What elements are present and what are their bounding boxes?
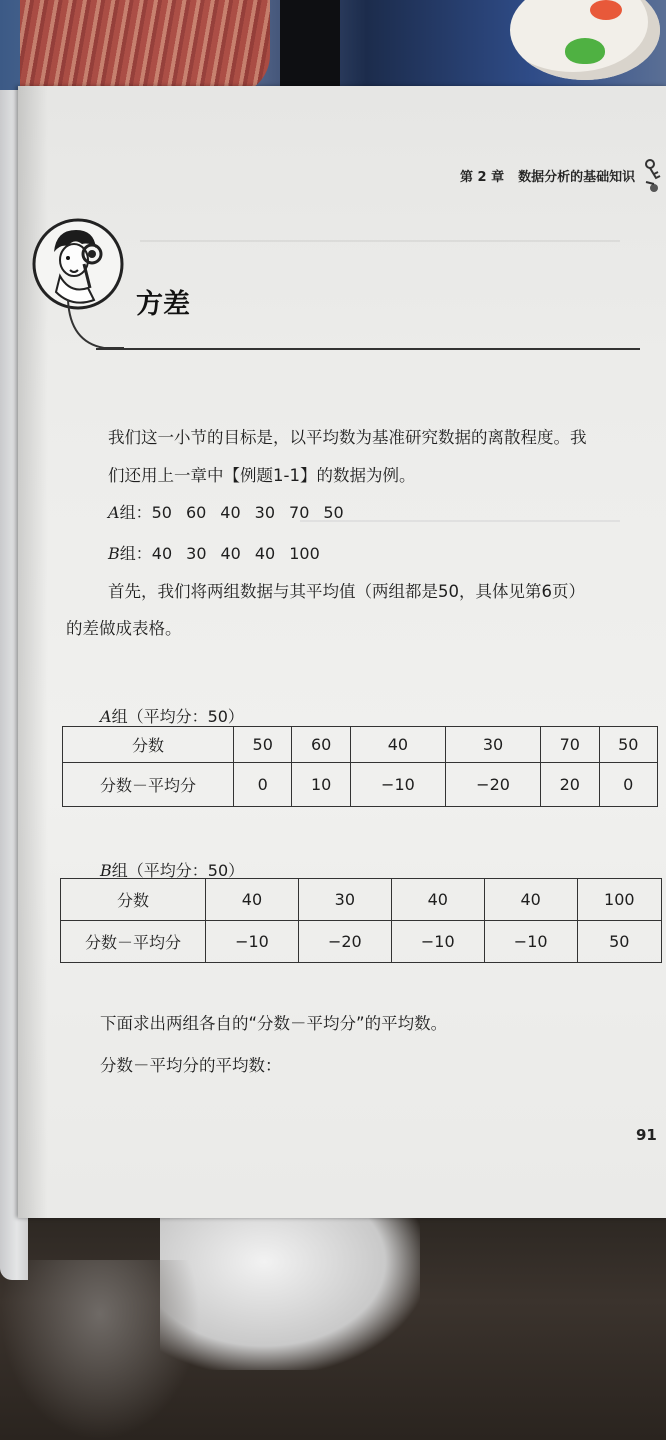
first-line-1: 首先，我们将两组数据与其平均值（两组都是50，具体见第6页） [108, 582, 585, 601]
running-header [460, 166, 635, 185]
chapter-title: 数据分析的基础知识 [518, 170, 636, 185]
title-decor-curve [64, 300, 124, 350]
table-cell: 60 [292, 727, 350, 763]
table-cell: 50 [234, 727, 292, 763]
table-row [61, 921, 662, 963]
group-b-values: 40 30 40 40 100 [151, 544, 320, 563]
group-a-data [108, 500, 344, 523]
table-cell: −10 [350, 763, 445, 807]
section-title: 方差 [136, 289, 190, 320]
table-cell: −10 [484, 921, 577, 963]
table-cell: 0 [234, 763, 292, 807]
table-row [63, 763, 658, 807]
table-cell: −10 [391, 921, 484, 963]
bleed-through [140, 240, 620, 242]
table-cell: −20 [445, 763, 540, 807]
table-cell: 10 [292, 763, 350, 807]
group-b-data [108, 541, 320, 564]
intro-line-1: 我们这一小节的目标是，以平均数为基准研究数据的离散程度。我 [108, 428, 587, 447]
table-cell: −20 [298, 921, 391, 963]
table-row [61, 879, 662, 921]
tape-heart-green [565, 38, 605, 64]
table-cell: 50 [577, 921, 661, 963]
table-cell: 40 [206, 879, 299, 921]
group-b-letter: B [108, 544, 120, 563]
table-cell: 40 [484, 879, 577, 921]
table-cell: 30 [445, 727, 540, 763]
group-a-letter: A [108, 503, 120, 522]
table-b [60, 878, 662, 963]
bleed-through [300, 520, 620, 522]
table-cell-header: 分数－平均分 [61, 921, 206, 963]
table-a [62, 726, 658, 807]
chapter-number: 第 2 章 [460, 170, 505, 185]
table-cell: 40 [391, 879, 484, 921]
table-cell: 70 [541, 727, 599, 763]
next-line: 下面求出两组各自的“分数－平均分”的平均数。 [100, 1014, 448, 1033]
subheading: 分数－平均分的平均数： [100, 1056, 282, 1075]
keys-icon [642, 158, 662, 198]
intro-line-2: 们还用上一章中【例题1-1】的数据为例。 [108, 466, 416, 485]
table-cell: 40 [350, 727, 445, 763]
table-cell-header: 分数 [61, 879, 206, 921]
group-b-label: 组： [119, 544, 152, 563]
table-cell-header: 分数－平均分 [63, 763, 234, 807]
table-cell: 30 [298, 879, 391, 921]
table-row [63, 727, 658, 763]
group-a-values: 50 60 40 30 70 50 [151, 503, 344, 522]
table-b-caption: B组（平均分：50） [100, 861, 245, 880]
page-number: 91 [636, 1126, 657, 1144]
table-cell: −10 [206, 921, 299, 963]
background-cloth-dark [0, 1260, 200, 1440]
title-underline [96, 348, 640, 350]
table-cell-header: 分数 [63, 727, 234, 763]
group-a-label: 组： [119, 503, 152, 522]
avatar-magnifier-icon [30, 216, 126, 312]
table-a-caption: A组（平均分：50） [100, 707, 244, 726]
table-cell: 0 [599, 763, 657, 807]
table-cell: 20 [541, 763, 599, 807]
first-line-2: 的差做成表格。 [66, 619, 182, 638]
table-cell: 100 [577, 879, 661, 921]
background-doll-hair [20, 0, 270, 95]
table-cell: 50 [599, 727, 657, 763]
tape-heart-red [590, 0, 622, 20]
